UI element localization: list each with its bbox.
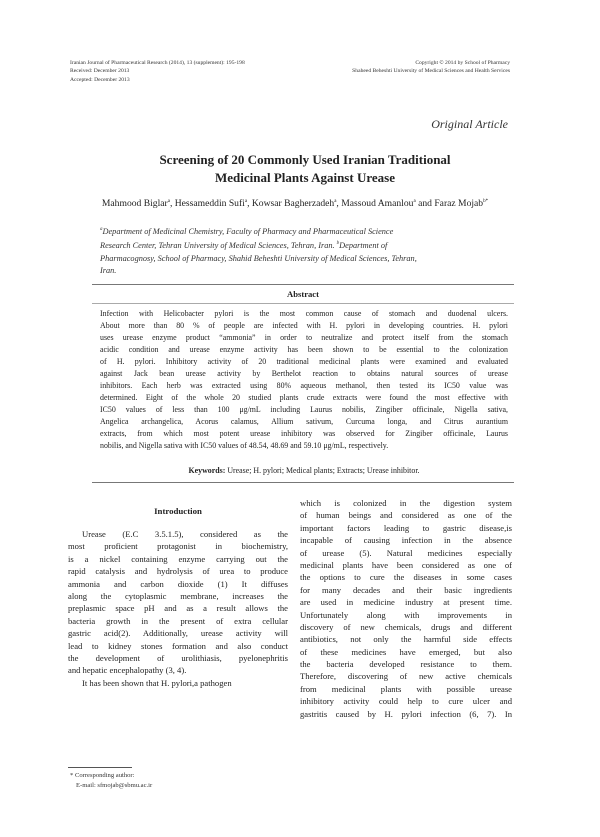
accepted-date: Accepted: December 2013: [70, 76, 130, 83]
body-line: along the cytoplasmic membrane, increases the: [68, 590, 288, 601]
body-line: Therefore, discovering of new active chemicals: [300, 671, 512, 682]
body-line: is a nickel containing enzyme carrying out the: [68, 553, 288, 564]
abstract-line: IC50 values of less than 100 μg/mL including Laurus nobilis, Zingiber officinale, Nigella sativa,: [100, 405, 508, 414]
journal-header-left: [70, 59, 245, 84]
abstract-line: acidic condition and urease enzyme activity has been shown to be essential to the colonization: [100, 345, 508, 354]
body-line: and hepatic encephalopathy (3, 4).: [68, 665, 187, 676]
body-line: inhibitory activity could help to cure ulcer and: [300, 696, 512, 707]
introduction-heading: Introduction: [154, 506, 202, 516]
author-name: Kowsar Bagherzadeh: [251, 198, 335, 209]
publisher-line: Shaheed Beheshti University of Medical Sciences and Health Services: [352, 68, 510, 75]
abstract-line: against Jack bean urease activity by Berthelot reaction to obtains natural sources of urease: [100, 369, 508, 378]
author-name: Mahmood Biglar: [101, 198, 168, 209]
body-line: rapid catalysis and hydrolysis of urea to produce: [68, 566, 288, 577]
body-line: gastritis caused by H. pylori infection (6, 7). In: [300, 708, 512, 719]
abstract-line: About more than 80 % of people are infected with H. pylori in developing countries. H. pylori: [100, 321, 508, 330]
title-line-1: Screening of 20 Commonly Used Iranian Traditional: [159, 152, 451, 167]
body-line: medicinal plants have been considered as one of: [300, 559, 512, 570]
paper-title: [100, 151, 510, 187]
body-line: the development of urolithiasis, pyelonephritis: [68, 652, 288, 663]
author-name: Hessameddin Sufi: [174, 198, 245, 209]
body-line: bacteria growth in the present of extra cellular: [68, 615, 288, 626]
body-line: ammonia and carbon dioxide (1) It diffuses: [68, 578, 288, 589]
keywords-label: Keywords:: [188, 466, 226, 475]
author-sup: a: [167, 198, 170, 204]
abstract-body: [100, 308, 508, 452]
body-line: gastric acid(2). Additionally, urease activity will: [68, 628, 288, 639]
body-line: incapable of causing infection in the absence: [300, 535, 512, 546]
body-line: are used in medicine industry at present time.: [300, 597, 512, 608]
abstract-heading: Abstract: [287, 289, 319, 299]
affiliations: [100, 224, 505, 278]
footnote-rule: [68, 767, 132, 768]
footnote: [70, 771, 152, 791]
body-line: the options to cure the diseases in some cases: [300, 572, 512, 583]
body-line: for many decades and their basic ingredients: [300, 584, 512, 595]
affiliation-line: $^a$Department of Medicinal Chemistry, Faculty of Pharmacy and Pharmaceutical Science: [100, 226, 394, 236]
abstract-line: of H. pylori. Inhibitory activity of 20 traditional medicinal plants were examined and evaluated: [100, 357, 508, 366]
body-line: of human beings and considered as one of the: [300, 510, 512, 521]
abstract-line: uses urease enzyme product “ammonia” in order to neutralize and protect itself from the stomach: [100, 333, 508, 342]
copyright-line: Copyright © 2014 by School of Pharmacy: [415, 60, 510, 66]
abstract-line: inhibitors. Each herb was extracted using 80% aqueous methanol, then tested its IC50 value was: [100, 381, 508, 390]
body-line: Unfortunately along with improvements in: [300, 609, 512, 620]
abstract-top-rule: [92, 284, 514, 285]
author-sup: b*: [483, 198, 489, 204]
keywords-text: Urease; H. pylori; Medical plants; Extracts; Urease inhibitor.: [227, 466, 420, 475]
abstract-line: determined. Eight of the whole 20 studied plants crude extracts were found the most effective with: [100, 393, 508, 402]
abstract-line: extracts, from which most potent urease inhibitory was observed for Zingiber officinale, Laurus: [100, 429, 508, 438]
abstract-line: Infection with Helicobacter pylori is the most common cause of stomach and duodenal ulcers.: [100, 309, 508, 318]
body-line: important factors leading to gastric disease,is: [300, 522, 512, 533]
body-line: of these medicines have emerged, but also: [300, 646, 512, 657]
body-line: antibiotics, not only the harmful side effects: [300, 634, 512, 645]
body-line: preplasmic space pH and as a result allows the: [68, 603, 288, 614]
author-list: Mahmood Biglar$^a$, Hessameddin Sufi$^a$, Kowsar Bagherzadeh$^a$, Massoud Amanlou$^a$ and Faraz Mojab$^{b*}$: [101, 198, 489, 209]
affiliation-line: Research Center, Tehran University of Medical Sciences, Tehran, Iran. $^b$Department of: [100, 241, 388, 251]
journal-header-right: [352, 59, 510, 76]
journal-citation: Iranian Journal of Pharmaceutical Research (2014), 13 (supplement): 195-198: [70, 60, 245, 66]
body-line: discovery of new chemicals, drugs and different: [300, 621, 512, 632]
title-line-2: Medicinal Plants Against Urease: [215, 170, 395, 185]
introduction-left-column: [68, 528, 288, 689]
keywords: [100, 466, 508, 475]
body-line: from medicinal plants with possible urease: [300, 683, 512, 694]
corresponding-email: E-mail: sfmojab@sbmu.ac.ir: [76, 782, 153, 789]
introduction-right-column: [300, 497, 512, 720]
author-name: Massoud Amanlou: [341, 198, 414, 209]
corresponding-author-label: * Corresponding author:: [70, 772, 135, 779]
body-line: the bacteria developed resistance to them.: [300, 659, 512, 670]
received-date: Received: December 2013: [70, 68, 130, 75]
article-type: Original Article: [431, 117, 508, 131]
body-line: most proficient protagonist in biochemistry,: [68, 541, 288, 552]
author-name: Faraz Mojab: [434, 198, 484, 209]
author-sup: a: [244, 198, 248, 204]
abstract-line: nobilis, and Nigella sativa with IC50 values of 48.54, 48.69 and 59.10 μg/mL, respectively.: [100, 441, 389, 450]
abstract-bottom-rule: [92, 482, 514, 483]
abstract-heading-rule: [92, 303, 514, 304]
body-line: which is colonized in the digestion system: [300, 498, 512, 508]
body-line: lead to kidney stones formation and also conduct: [68, 640, 288, 651]
abstract-line: Angelica archangelica, Acorus calamus, Allium sativum, Curcuma longa, and Citrus aurantium: [100, 417, 508, 426]
affiliation-line: Iran.: [100, 266, 117, 276]
body-line: It has been shown that H. pylori,a pathogen: [82, 677, 232, 688]
affiliation-line: Pharmacognosy, School of Pharmacy, Shahid Beheshti University of Medical Sciences, Tehran,: [100, 253, 417, 263]
author-sup: a: [334, 198, 337, 204]
body-line: Urease (E.C 3.5.1.5), considered as the: [82, 529, 288, 539]
author-sup: a: [413, 198, 416, 204]
body-line: of urease (5). Natural medicines especially: [300, 547, 512, 558]
